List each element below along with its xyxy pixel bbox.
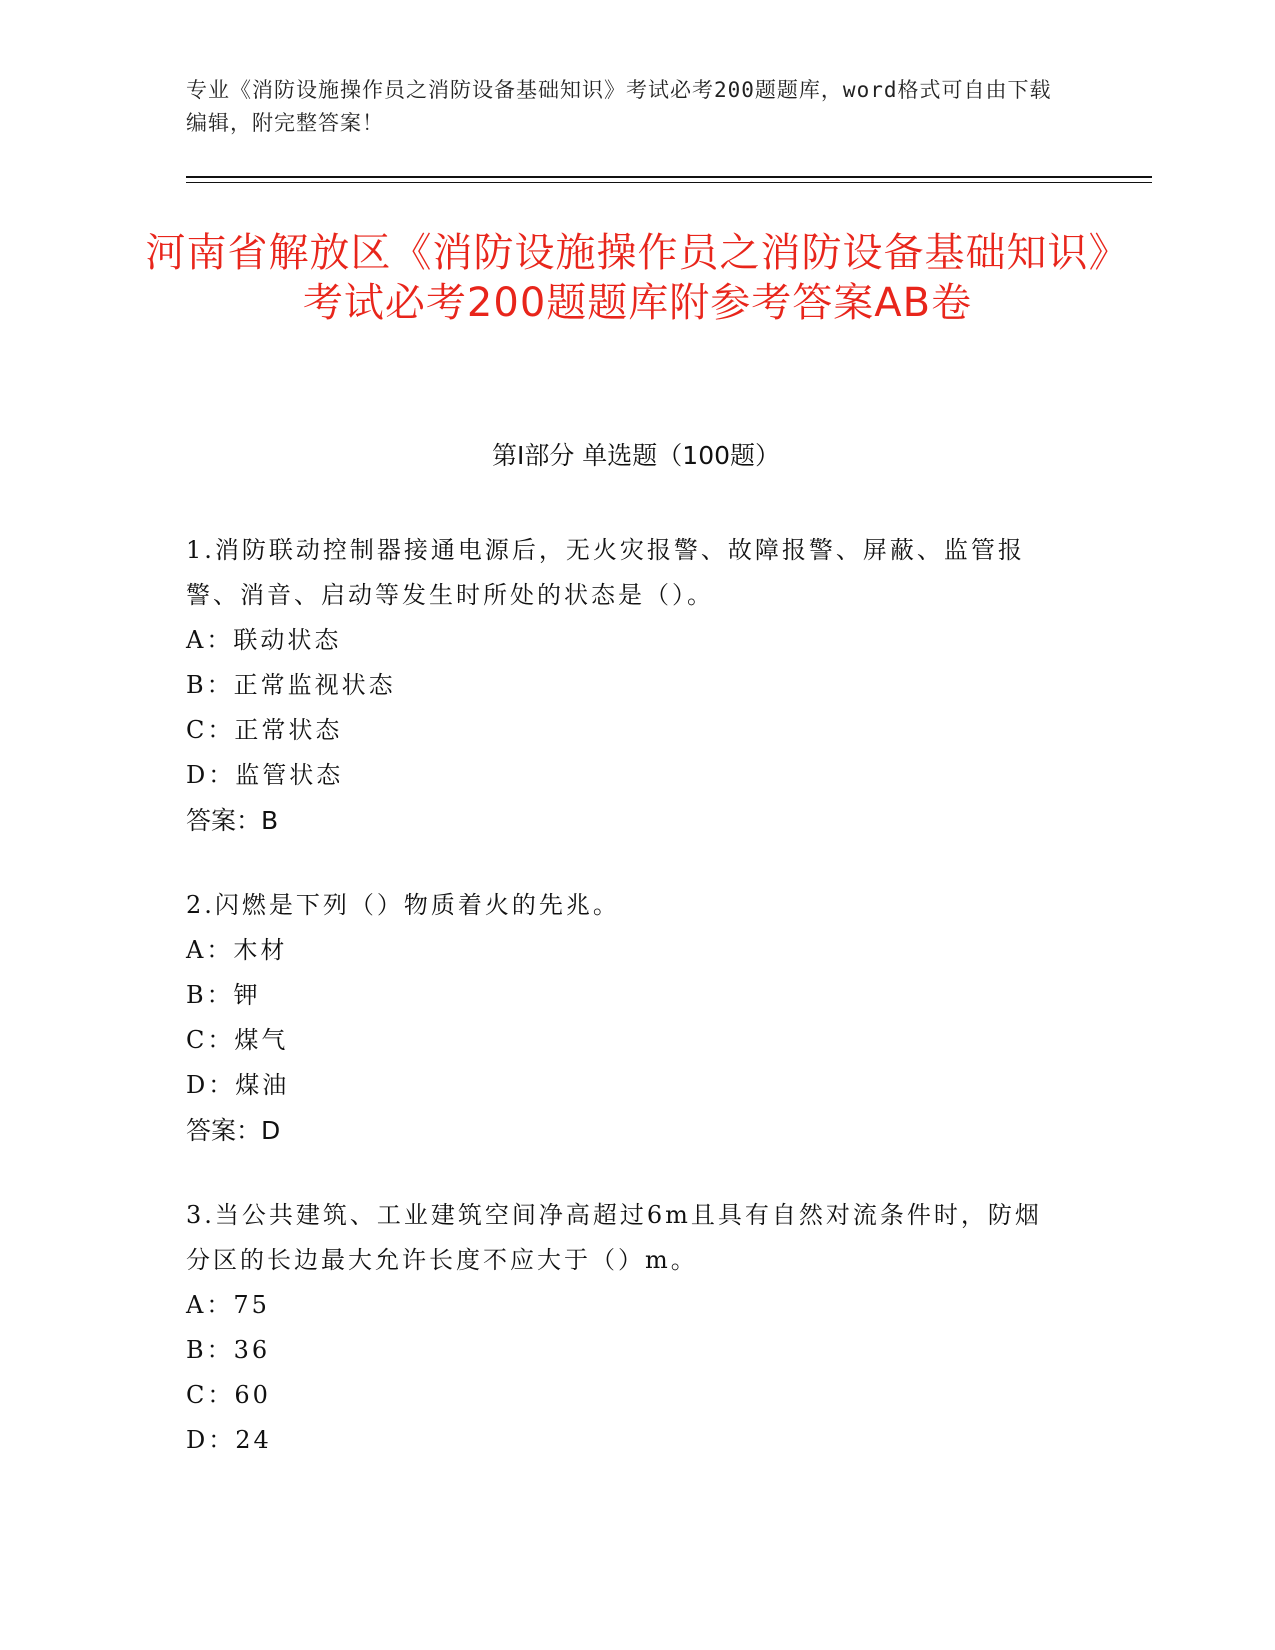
question-stem: 1.消防联动控制器接通电源后，无火灾报警、故障报警、屏蔽、监管报警、消音、启动等发生时所处的状态是（）。 (186, 536, 1025, 609)
question-3 (186, 1193, 1066, 1463)
question-stem: 3.当公共建筑、工业建筑空间净高超过6m且具有自然对流条件时，防烟分区的长边最大允许长度不应大于（）m。 (186, 1201, 1042, 1274)
question-stem: 2.闪燃是下列（）物质着火的先兆。 (186, 891, 620, 919)
option-a: A：联动状态 (186, 626, 342, 654)
question-list (186, 528, 1066, 1503)
option-b: B：36 (186, 1336, 271, 1364)
header-rule-thin (186, 182, 1152, 183)
option-c: C：正常状态 (186, 716, 343, 744)
option-c: C：60 (186, 1381, 271, 1409)
answer: 答案：B (186, 806, 279, 835)
option-b: B：正常监视状态 (186, 671, 396, 699)
option-d: D：24 (186, 1426, 272, 1454)
question-2 (186, 883, 1066, 1153)
section-title: 第Ⅰ部分 单选题（100题） (491, 441, 781, 470)
header-rule-thick (186, 176, 1152, 178)
answer: 答案：D (186, 1116, 281, 1145)
option-b: B：钾 (186, 981, 261, 1009)
option-d: D：煤油 (186, 1071, 290, 1099)
document-title: 河南省解放区《消防设施操作员之消防设备基础知识》考试必考200题题库附参考答案AB卷 (145, 230, 1130, 326)
option-a: A：木材 (186, 936, 288, 964)
option-a: A：75 (186, 1291, 270, 1319)
question-1 (186, 528, 1066, 843)
header-note: 专业《消防设施操作员之消防设备基础知识》考试必考200题题库，word格式可自由下载编辑，附完整答案！ (186, 78, 1052, 135)
option-d: D：监管状态 (186, 761, 344, 789)
option-c: C：煤气 (186, 1026, 289, 1054)
